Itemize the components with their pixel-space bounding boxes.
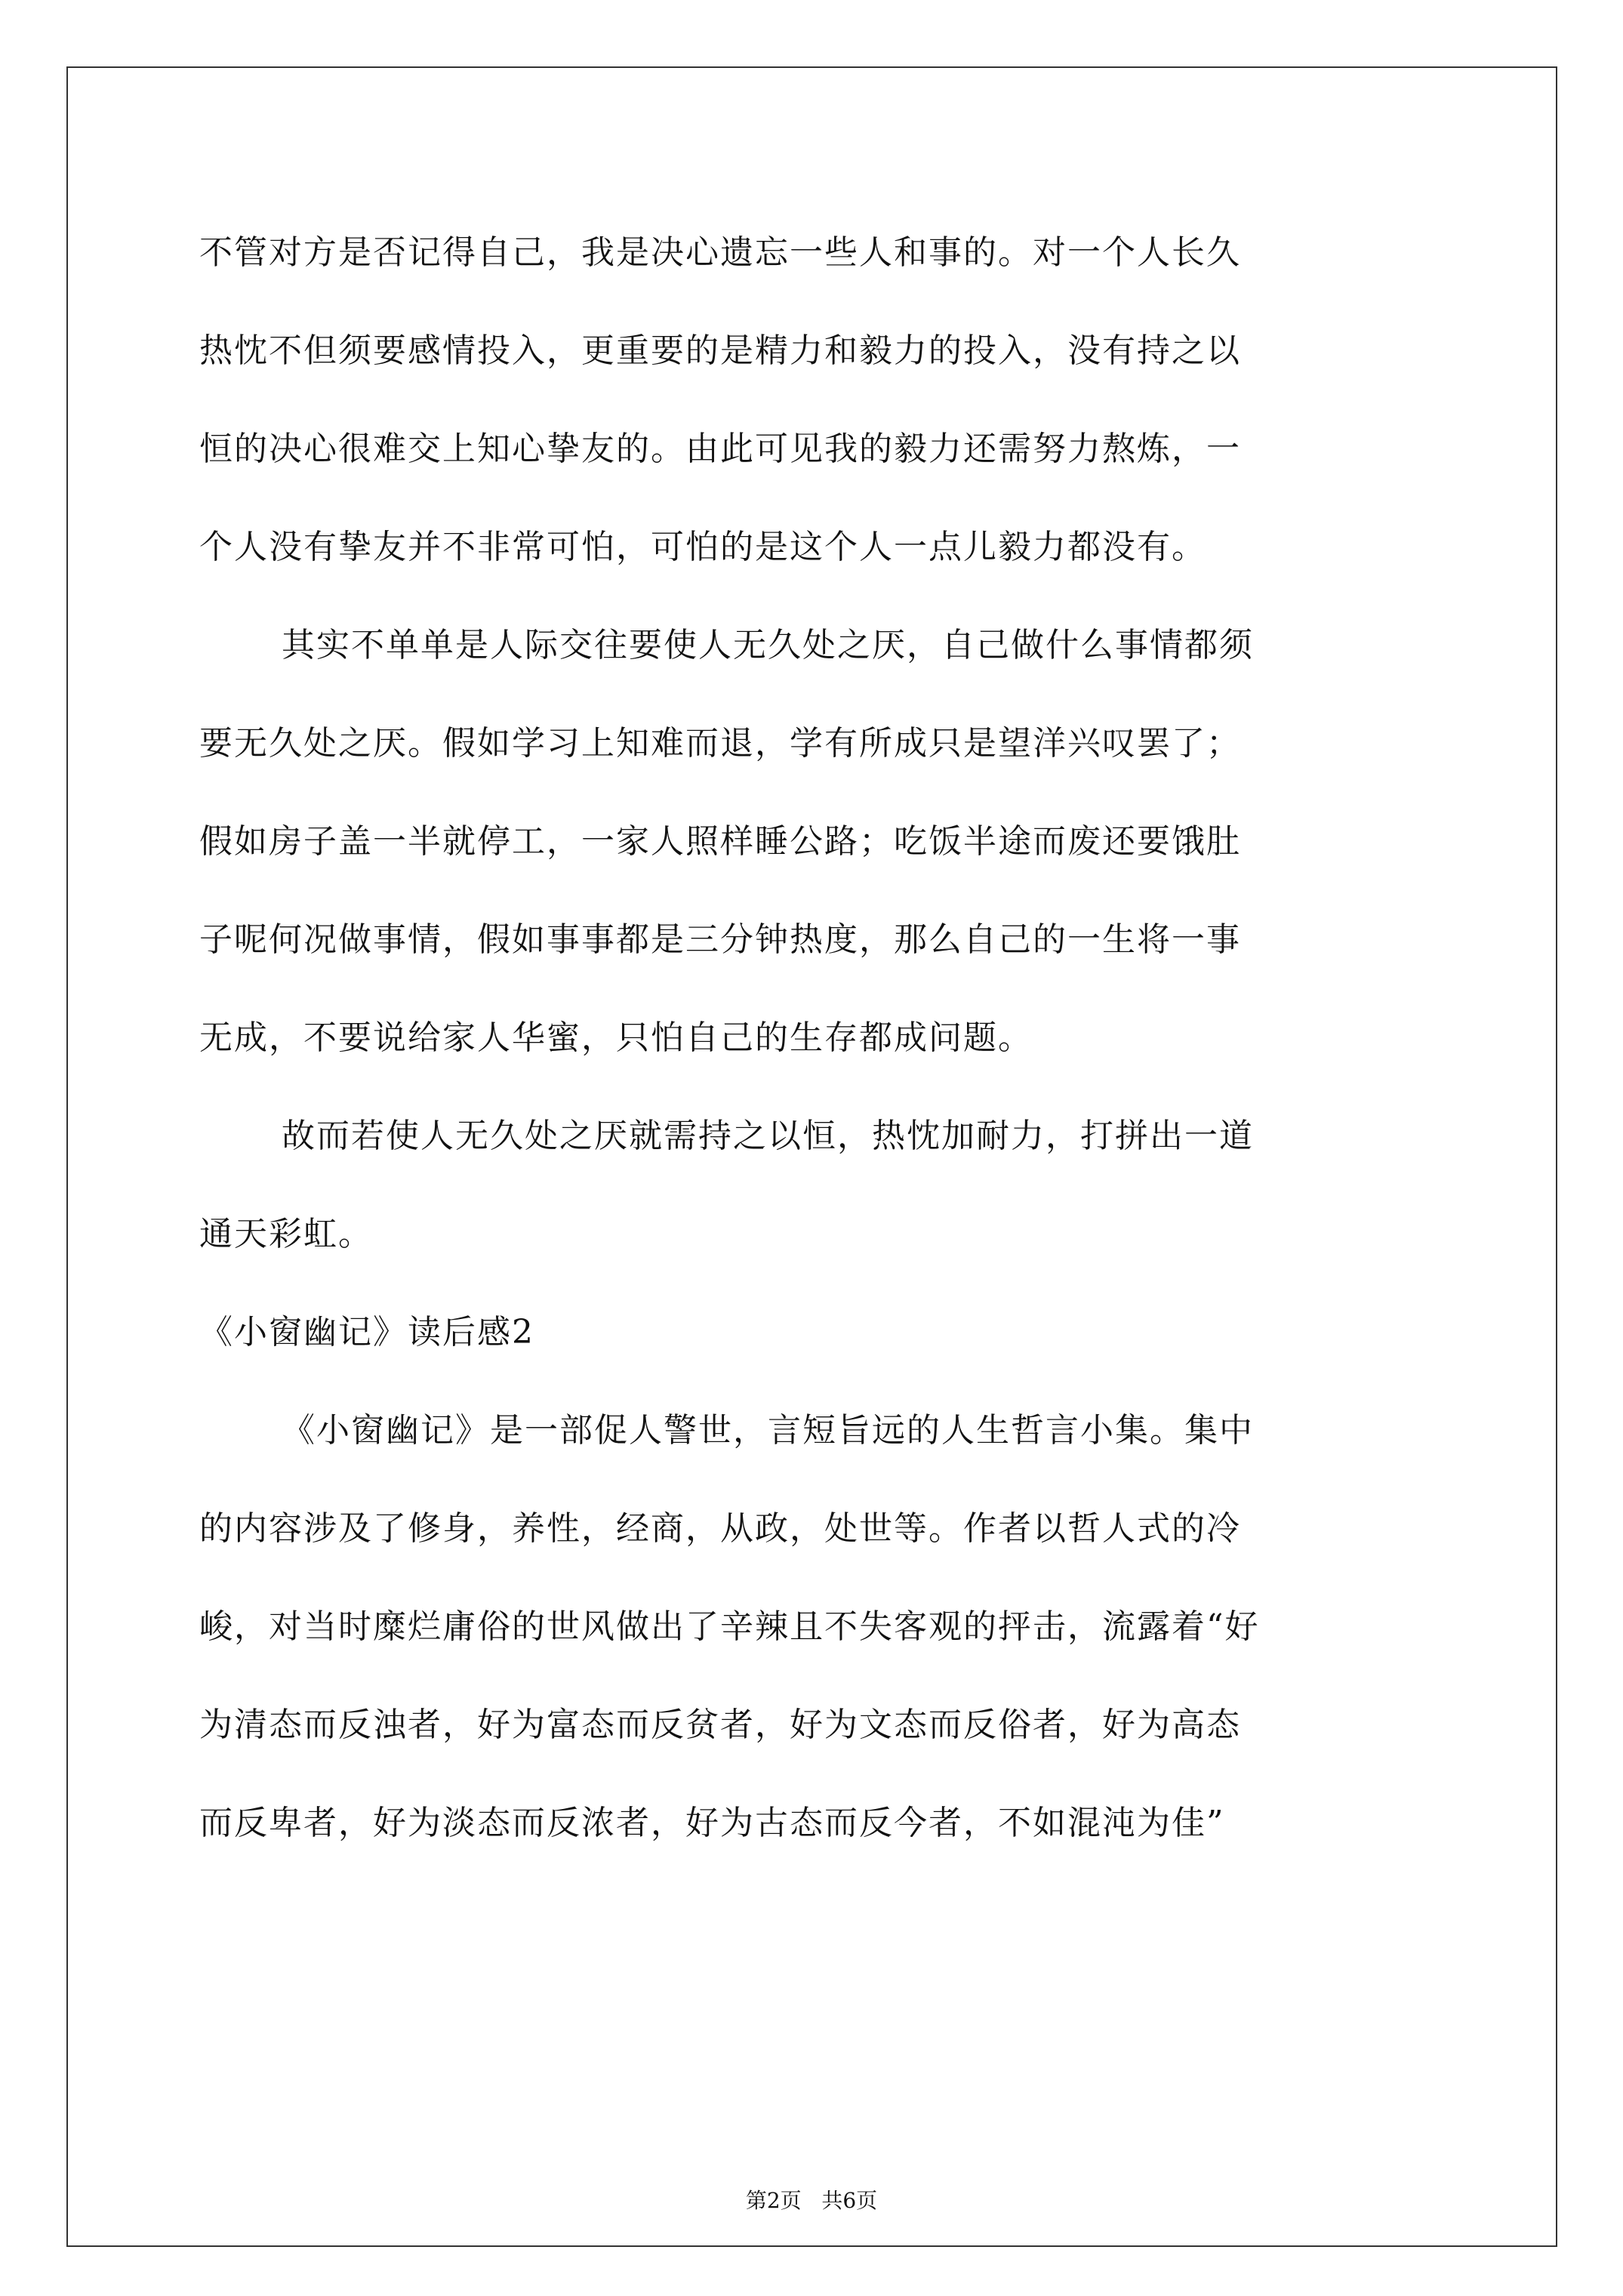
text-line: 子呢何况做事情，假如事事都是三分钟热度，那么自己的一生将一事 [199, 920, 1241, 959]
page-footer [0, 2187, 1623, 2214]
text-line: 不管对方是否记得自己，我是决心遗忘一些人和事的。对一个人长久 [199, 233, 1241, 272]
page-total: 共6页 [821, 2188, 878, 2213]
text-line: 通天彩虹。 [199, 1215, 373, 1253]
text-line: 为清态而反浊者，好为富态而反贫者，好为文态而反俗者，好为高态 [199, 1706, 1241, 1744]
text-line: 热忱不但须要感情投入，更重要的是精力和毅力的投入，没有持之以 [199, 331, 1241, 370]
text-line: 《小窗幽记》是一部促人警世，言短旨远的人生哲言小集。集中 [282, 1411, 1254, 1450]
text-line: 假如房子盖一半就停工，一家人照样睡公路；吃饭半途而废还要饿肚 [199, 822, 1241, 861]
text-line: 故而若使人无久处之厌就需持之以恒，热忱加耐力，打拼出一道 [282, 1117, 1254, 1155]
text-line: 要无久处之厌。假如学习上知难而退，学有所成只是望洋兴叹罢了； [199, 724, 1241, 763]
section-title: 《小窗幽记》读后感2 [199, 1313, 534, 1351]
text-line: 无成，不要说给家人华蜜，只怕自己的生存都成问题。 [199, 1019, 1033, 1057]
page-number: 第2页 [745, 2188, 802, 2213]
text-line: 而反卑者，好为淡态而反浓者，好为古态而反今者，不如混沌为佳” [199, 1804, 1225, 1842]
text-line: 恒的决心很难交上知心挚友的。由此可见我的毅力还需努力熬炼，一 [199, 430, 1241, 468]
text-line: 峻，对当时糜烂庸俗的世风做出了辛辣且不失客观的抨击，流露着“好 [199, 1607, 1260, 1646]
text-line: 其实不单单是人际交往要使人无久处之厌，自己做什么事情都须 [282, 626, 1254, 664]
text-line: 的内容涉及了修身，养性，经商，从政，处世等。作者以哲人式的冷 [199, 1509, 1241, 1548]
text-line: 个人没有挚友并不非常可怕，可怕的是这个人一点儿毅力都没有。 [199, 528, 1206, 566]
